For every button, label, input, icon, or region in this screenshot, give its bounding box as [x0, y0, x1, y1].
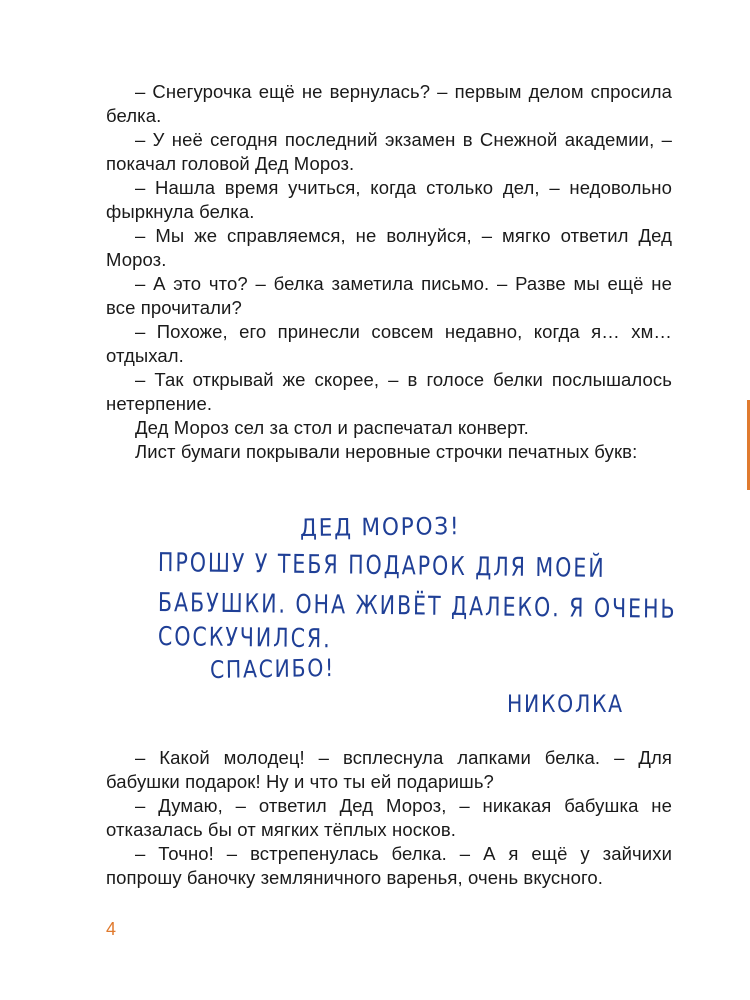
paragraph: – Точно! – встрепенулась белка. – А я ещё у зайчихи попрошу баночку земляничного варенья, очень вкусного. — [106, 843, 672, 888]
paragraph: – Какой молодец! – всплеснула лапками белка. – Для бабушки подарок! Ну и что ты ей подаришь? — [106, 747, 672, 792]
paragraph: – У неё сегодня последний экзамен в Снежной академии, – покачал головой Дед Мороз. — [106, 129, 672, 174]
letter-line: БАБУШКИ. ОНА ЖИВЁТ ДАЛЕКО. Я ОЧЕНЬ — [157, 588, 677, 625]
page-number: 4 — [106, 919, 117, 939]
letter-line: ПРОШУ У ТЕБЯ ПОДАРОК ДЛЯ МОЕЙ — [157, 548, 606, 584]
paragraph: – Нашла время учиться, когда столько дел, – недовольно фыркнула белка. — [106, 177, 672, 222]
prose-top — [106, 80, 672, 464]
letter-signature: НИКОЛКА — [507, 690, 624, 718]
paragraph: Дед Мороз сел за стол и распечатал конверт. — [135, 417, 529, 438]
letter-thanks: СПАСИБО! — [209, 653, 336, 684]
paragraph: – Снегурочка ещё не вернулась? – первым делом спросила белка. — [106, 81, 672, 126]
letter-line: СОСКУЧИЛСЯ. — [157, 622, 332, 655]
paragraph: – Так открывай же скорее, – в голосе белки послышалось нетерпение. — [106, 369, 672, 414]
paragraph: – Думаю, – ответил Дед Мороз, – никакая бабушка не отказалась бы от мягких тёплых носков. — [106, 795, 672, 840]
paragraph: Лист бумаги покрывали неровные строчки печатных букв: — [135, 441, 638, 462]
prose-bottom — [106, 746, 672, 890]
paragraph: – Похоже, его принесли совсем недавно, когда я… хм… отдыхал. — [106, 321, 672, 366]
paragraph: – Мы же справляемся, не волнуйся, – мягко ответил Дед Мороз. — [106, 225, 672, 270]
paragraph: – А это что? – белка заметила письмо. – Разве мы ещё не все прочитали? — [106, 273, 672, 318]
letter-greeting: ДЕД МОРОЗ! — [299, 512, 461, 542]
